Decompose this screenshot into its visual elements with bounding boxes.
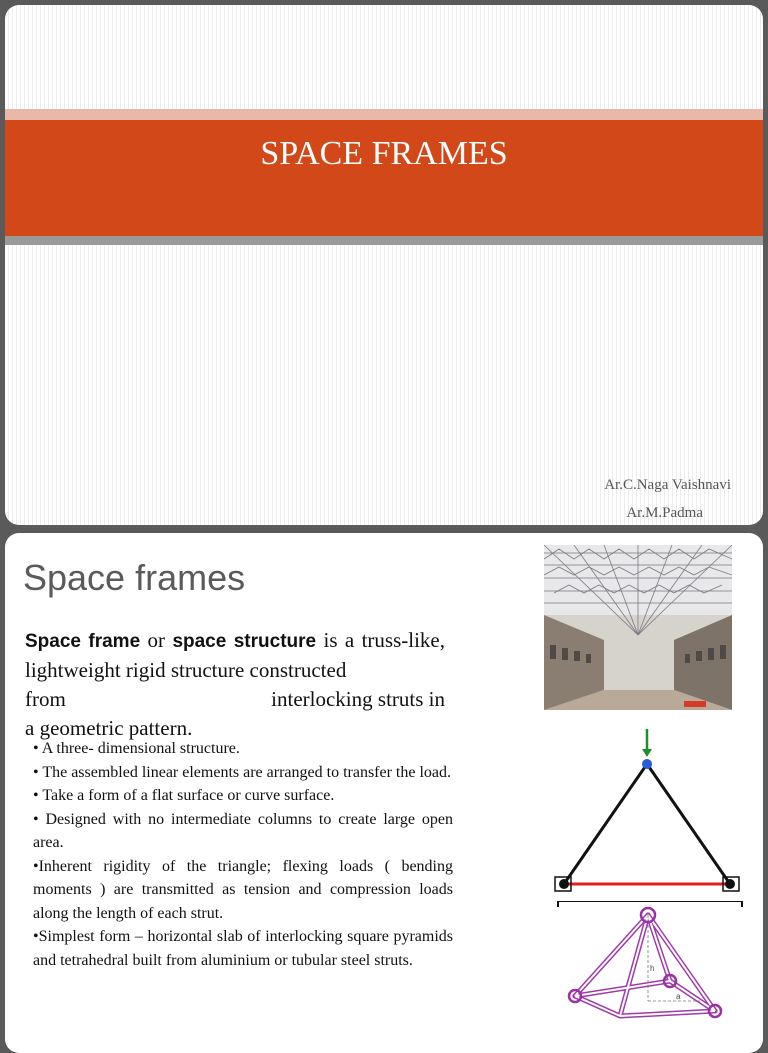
definition-paragraph: Space frame or space structure is a truss-like, lightweight rigid structure constructed from interlocking struts in a geometric pattern.	[25, 626, 445, 743]
bullet-item: •Inherent rigidity of the triangle; flexing loads ( bending moments ) are transmitted as tension and compression loads along the length of each strut.	[33, 857, 453, 922]
bullet-item: • Take a form of a flat surface or curve surface.	[33, 787, 335, 804]
pyramid-height-label: h	[650, 964, 655, 973]
content-slide	[5, 533, 763, 1053]
pyramid-side-label: a	[676, 992, 681, 1001]
pyramid-diagram-art	[550, 901, 750, 1021]
content-heading: Space frames	[23, 557, 246, 598]
triangle-diagram	[550, 729, 745, 899]
title-band-bottom-stripe	[5, 236, 763, 245]
pyramid-diagram	[550, 901, 750, 1021]
bullet-item: • A three- dimensional structure.	[33, 740, 240, 757]
definition-line-3: a geometric pattern.	[25, 716, 193, 740]
author-2: Ar.M.Padma	[626, 505, 703, 521]
term-space-structure: space structure	[172, 631, 317, 652]
author-1: Ar.C.Naga Vaishnavi	[604, 477, 731, 493]
space-frame-photo-art	[544, 545, 732, 710]
bullet-item: • The assembled linear elements are arranged to transfer the load.	[33, 763, 452, 781]
title-band-top-stripe	[5, 109, 763, 120]
term-space-frame: Space frame	[25, 631, 141, 652]
triangle-diagram-art	[550, 729, 745, 899]
bullet-item: • Designed with no intermediate columns to create large open area.	[33, 810, 453, 851]
slide-title: SPACE FRAMES	[260, 135, 508, 172]
bullet-list	[33, 737, 453, 972]
title-slide	[5, 5, 763, 525]
definition-line-2: from interlocking struts in	[25, 687, 445, 711]
space-frame-photo	[544, 545, 732, 710]
bullet-item: •Simplest form – horizontal slab of interlocking square pyramids and tetrahedral built from aluminium or tubular steel struts.	[33, 928, 453, 969]
